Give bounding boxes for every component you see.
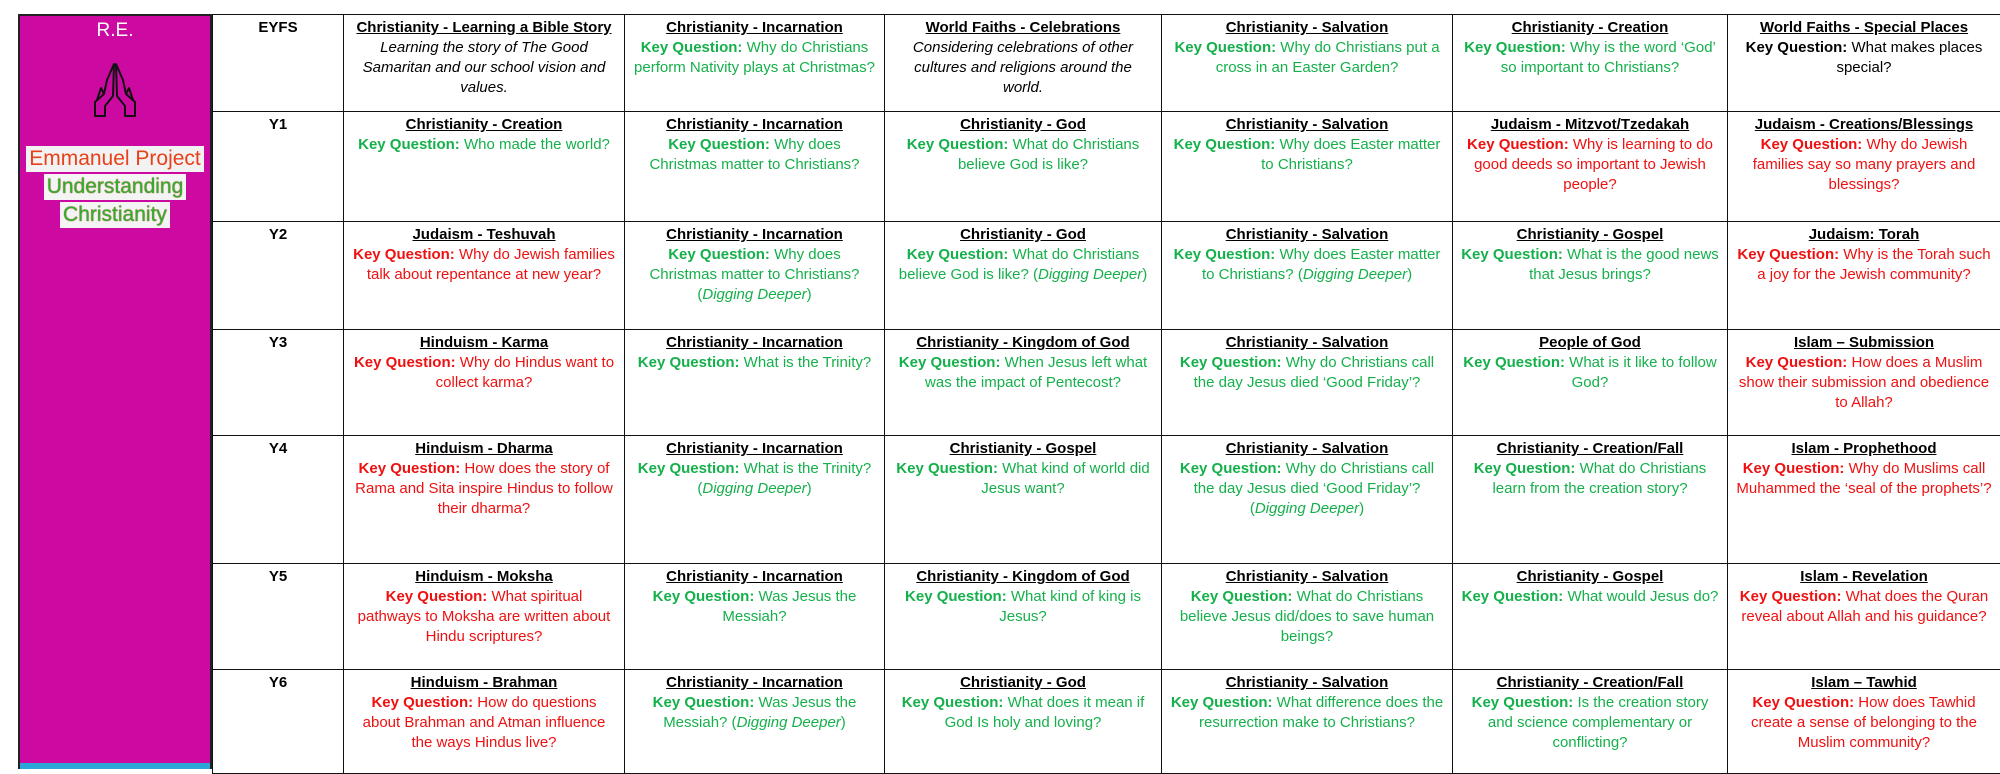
key-question: [1740, 588, 1988, 625]
key-question-label: Key Question:: [358, 136, 460, 153]
unit-cell: [1162, 436, 1453, 564]
unit-topic: Islam - Prophethood: [1736, 439, 1992, 459]
key-question-label: Key Question:: [386, 588, 488, 605]
key-question: [899, 354, 1147, 391]
key-question-label: Key Question:: [1467, 136, 1569, 153]
year-label: Y5: [213, 564, 344, 670]
year-label: Y2: [213, 222, 344, 330]
key-question: [1180, 588, 1434, 645]
key-question-label: Key Question:: [653, 588, 755, 605]
key-question-text: What would Jesus do?: [1567, 588, 1718, 605]
key-question: [1464, 39, 1716, 76]
key-question-text: Why do Christians put a cross in an Easter Garden?: [1216, 39, 1440, 76]
unit-topic: Christianity - Gospel: [893, 439, 1153, 459]
unit-topic: Christianity - Salvation: [1170, 18, 1444, 38]
key-question-text: How does Tawhid create a sense of belonging to the Muslim community?: [1751, 694, 1977, 751]
key-question-text: What kind of world did Jesus want?: [981, 460, 1149, 497]
key-question-label: Key Question:: [641, 39, 743, 56]
table-row: [213, 222, 2000, 330]
key-question-text: Who made the world?: [464, 136, 610, 153]
unit-topic: Judaism - Mitzvot/Tzedakah: [1461, 115, 1719, 135]
key-question: [1461, 246, 1719, 283]
digging-deeper-note: Digging Deeper: [737, 714, 841, 731]
unit-cell: [344, 564, 625, 670]
key-question-label: Key Question:: [1464, 39, 1566, 56]
key-question-text: Why is the Torah such a joy for the Jewish community?: [1757, 246, 1990, 283]
unit-cell: [625, 112, 885, 222]
unit-cell: [625, 15, 885, 112]
key-question: [358, 136, 610, 153]
unit-topic: Christianity - Salvation: [1170, 225, 1444, 245]
key-question-text: When Jesus left what was the impact of Pentecost?: [925, 354, 1147, 391]
unit-topic: Judaism: Torah: [1736, 225, 1992, 245]
key-question: [1746, 39, 1983, 76]
unit-cell: [885, 112, 1162, 222]
key-question-text: What is it like to follow God?: [1569, 354, 1717, 391]
key-question-text: What does it mean if God Is holy and loving?: [945, 694, 1145, 731]
key-question-label: Key Question:: [1761, 136, 1863, 153]
key-question: [1753, 136, 1976, 193]
unit-topic: Islam - Revelation: [1736, 567, 1992, 587]
key-question-label: Key Question:: [905, 588, 1007, 605]
unit-topic: Christianity - Gospel: [1461, 567, 1719, 587]
digging-deeper-note: Digging Deeper: [1303, 266, 1407, 283]
unit-cell: [1453, 222, 1728, 330]
year-label: EYFS: [213, 15, 344, 112]
key-question-label: Key Question:: [1474, 460, 1576, 477]
unit-topic: Judaism - Teshuvah: [352, 225, 616, 245]
unit-cell: [1728, 436, 2000, 564]
key-question-label: Key Question:: [1472, 694, 1574, 711]
key-question: [896, 460, 1149, 497]
unit-cell: [1453, 330, 1728, 436]
digging-deeper-note: Digging Deeper: [702, 286, 806, 303]
unit-cell: [344, 670, 625, 774]
key-question-text: Was Jesus the Messiah?: [722, 588, 856, 625]
key-question: Key Question: Why do Christians call the day Jesus died ‘Good Friday’? (Digging Deeper): [1180, 460, 1434, 517]
key-question-text: Why do Christians perform Nativity plays at Christmas?: [634, 39, 875, 76]
unit-cell: [625, 564, 885, 670]
key-question-text: Why is the word ‘God’ so important to Christians?: [1501, 39, 1716, 76]
unit-cell: [1162, 564, 1453, 670]
key-question: [1174, 136, 1441, 173]
key-question: [1751, 694, 1977, 751]
unit-cell: [885, 330, 1162, 436]
unit-topic: Islam – Submission: [1736, 333, 1992, 353]
key-question-label: Key Question:: [1743, 460, 1845, 477]
key-question-text: What do Christians believe God is like?: [899, 246, 1140, 283]
unit-topic: Christianity - Salvation: [1170, 567, 1444, 587]
unit-cell: [1453, 112, 1728, 222]
key-question-text: Why does Easter matter to Christians?: [1202, 246, 1440, 283]
unit-cell: [1728, 670, 2000, 774]
key-question-label: Key Question:: [653, 694, 755, 711]
key-question: [1736, 460, 1991, 497]
key-question-text: Why do Christians call the day Jesus died ‘Good Friday’?: [1194, 460, 1435, 497]
key-question-label: Key Question:: [1746, 354, 1848, 371]
unit-topic: Christianity - Incarnation: [633, 333, 876, 353]
praying-hands-icon: [87, 60, 143, 123]
unit-topic: Christianity - Salvation: [1170, 439, 1444, 459]
key-question-label: Key Question:: [638, 354, 740, 371]
unit-topic: Hinduism - Karma: [352, 333, 616, 353]
key-question-label: Key Question:: [354, 354, 456, 371]
key-question-text: Why does Christmas matter to Christians?: [649, 136, 859, 173]
sidebar-bottom-strip: [20, 763, 210, 769]
key-question-text: Why do Jewish families talk about repentance at new year?: [367, 246, 615, 283]
year-label: Y3: [213, 330, 344, 436]
unit-cell: [885, 564, 1162, 670]
key-question-text: Why do Hindus want to collect karma?: [436, 354, 614, 391]
key-question: [1467, 136, 1713, 193]
key-question-label: Key Question:: [371, 694, 473, 711]
unit-cell: [625, 330, 885, 436]
table-row: [213, 670, 2000, 774]
key-question: [363, 694, 606, 751]
unit-cell: [1162, 670, 1453, 774]
unit-cell: [885, 15, 1162, 112]
unit-cell: [885, 436, 1162, 564]
project-line-1: Emmanuel Project: [26, 146, 204, 172]
key-question-label: Key Question:: [1180, 354, 1282, 371]
key-question: Key Question: Was Jesus the Messiah? (Digging Deeper): [653, 694, 857, 731]
key-question-text: What makes places special?: [1836, 39, 1982, 76]
unit-cell: [1728, 112, 2000, 222]
key-question-text: What is the good news that Jesus brings?: [1529, 246, 1719, 283]
unit-cell: [625, 436, 885, 564]
key-question-text: What does the Quran reveal about Allah and his guidance?: [1741, 588, 1988, 625]
unit-cell: [344, 330, 625, 436]
key-question-text: How does the story of Rama and Sita inspire Hindus to follow their dharma?: [355, 460, 613, 517]
key-question-text: What do Christians believe Jesus did/does to save human beings?: [1180, 588, 1434, 645]
unit-description: Learning the story of The Good Samaritan and our school vision and values.: [352, 38, 616, 98]
project-line-2: Understanding: [44, 174, 187, 200]
key-question: [1472, 694, 1709, 751]
digging-deeper-note: Digging Deeper: [1038, 266, 1142, 283]
key-question-label: Key Question:: [668, 246, 770, 263]
table-row: [213, 15, 2000, 112]
unit-topic: Christianity - Incarnation: [633, 673, 876, 693]
key-question-label: Key Question:: [1171, 694, 1273, 711]
key-question: Key Question: What do Christians believe God is like? (Digging Deeper): [899, 246, 1147, 283]
key-question-text: How do questions about Brahman and Atman influence the ways Hindus live?: [363, 694, 606, 751]
key-question: [1463, 354, 1716, 391]
digging-deeper-note: Digging Deeper: [1255, 500, 1359, 517]
unit-topic: World Faiths - Celebrations: [893, 18, 1153, 38]
key-question-label: Key Question:: [1180, 460, 1282, 477]
key-question: [1739, 354, 1989, 411]
key-question: Key Question: Why does Easter matter to Christians? (Digging Deeper): [1174, 246, 1441, 283]
unit-topic: Christianity - Creation/Fall: [1461, 439, 1719, 459]
unit-topic: People of God: [1461, 333, 1719, 353]
key-question: [1462, 588, 1719, 605]
key-question: [358, 588, 611, 645]
unit-topic: World Faiths - Special Places: [1736, 18, 1992, 38]
key-question: [1474, 460, 1707, 497]
key-question-text: What kind of king is Jesus?: [999, 588, 1141, 625]
table-row: [213, 436, 2000, 564]
digging-deeper-note: Digging Deeper: [702, 480, 806, 497]
unit-topic: Islam – Tawhid: [1736, 673, 1992, 693]
key-question-text: What do Christians believe God is like?: [958, 136, 1139, 173]
key-question: [649, 136, 859, 173]
key-question: [1180, 354, 1434, 391]
year-label: Y1: [213, 112, 344, 222]
key-question: [353, 246, 615, 283]
key-question-text: Why do Christians call the day Jesus died ‘Good Friday’?: [1194, 354, 1435, 391]
unit-topic: Christianity - Salvation: [1170, 115, 1444, 135]
key-question: [355, 460, 613, 517]
key-question-text: What spiritual pathways to Moksha are written about Hindu scriptures?: [358, 588, 611, 645]
key-question-text: Why does Easter matter to Christians?: [1261, 136, 1440, 173]
key-question-text: Why do Jewish families say so many prayers and blessings?: [1753, 136, 1976, 193]
project-title: [26, 145, 204, 229]
unit-cell: [885, 222, 1162, 330]
unit-cell: [1728, 15, 2000, 112]
key-question: [1171, 694, 1443, 731]
unit-topic: Judaism - Creations/Blessings: [1736, 115, 1992, 135]
unit-topic: Christianity - Creation/Fall: [1461, 673, 1719, 693]
unit-topic: Christianity - Salvation: [1170, 333, 1444, 353]
key-question-label: Key Question:: [896, 460, 998, 477]
unit-topic: Christianity - Kingdom of God: [893, 333, 1153, 353]
unit-cell: [1453, 670, 1728, 774]
unit-cell: [1453, 564, 1728, 670]
unit-cell: [344, 222, 625, 330]
key-question-label: Key Question:: [1461, 246, 1563, 263]
unit-topic: Christianity - Creation: [352, 115, 616, 135]
key-question: [905, 588, 1141, 625]
year-label: Y6: [213, 670, 344, 774]
unit-topic: Hinduism - Dharma: [352, 439, 616, 459]
project-line-3: Christianity: [60, 202, 170, 228]
unit-cell: [1728, 222, 2000, 330]
key-question-text: What do Christians learn from the creation story?: [1492, 460, 1706, 497]
unit-cell: [625, 222, 885, 330]
key-question: [634, 39, 875, 76]
unit-cell: [1162, 222, 1453, 330]
unit-cell: [885, 670, 1162, 774]
key-question-label: Key Question:: [1174, 246, 1276, 263]
unit-cell: [1728, 330, 2000, 436]
unit-cell: [1162, 15, 1453, 112]
key-question-text: Why do Muslims call Muhammed the ‘seal of the prophets’?: [1736, 460, 1991, 497]
key-question-text: What is the Trinity?: [744, 354, 872, 371]
unit-topic: Christianity - Gospel: [1461, 225, 1719, 245]
key-question-text: Why does Christmas matter to Christians?: [649, 246, 859, 283]
key-question-label: Key Question:: [359, 460, 461, 477]
key-question-text: How does a Muslim show their submission and obedience to Allah?: [1739, 354, 1989, 411]
unit-topic: Christianity - Incarnation: [633, 18, 876, 38]
key-question-label: Key Question:: [638, 460, 740, 477]
unit-topic: Christianity - Incarnation: [633, 567, 876, 587]
key-question: [1737, 246, 1990, 283]
unit-topic: Christianity - Incarnation: [633, 439, 876, 459]
key-question: Key Question: What is the Trinity? (Digging Deeper): [638, 460, 871, 497]
unit-topic: Christianity - God: [893, 225, 1153, 245]
unit-cell: [1728, 564, 2000, 670]
unit-topic: Christianity - Creation: [1461, 18, 1719, 38]
unit-topic: Christianity - Incarnation: [633, 115, 876, 135]
key-question-label: Key Question:: [1737, 246, 1839, 263]
key-question-text: What difference does the resurrection make to Christians?: [1199, 694, 1443, 731]
sidebar-panel: [18, 14, 212, 769]
unit-description: Considering celebrations of other cultures and religions around the world.: [893, 38, 1153, 98]
key-question-label: Key Question:: [1746, 39, 1848, 56]
key-question-label: Key Question:: [1174, 136, 1276, 153]
key-question-text: Why is learning to do good deeds so important to Jewish people?: [1474, 136, 1713, 193]
curriculum-table: [212, 14, 2000, 774]
unit-topic: Christianity - Kingdom of God: [893, 567, 1153, 587]
sidebar-title: R.E.: [97, 20, 134, 42]
unit-topic: Hinduism - Moksha: [352, 567, 616, 587]
key-question-label: Key Question:: [1752, 694, 1854, 711]
key-question: [1174, 39, 1439, 76]
key-question-label: Key Question:: [1463, 354, 1565, 371]
key-question: Key Question: Why does Christmas matter to Christians? (Digging Deeper): [649, 246, 859, 303]
key-question-text: What is the Trinity?: [744, 460, 872, 477]
unit-cell: [344, 436, 625, 564]
unit-cell: [344, 112, 625, 222]
unit-topic: Hinduism - Brahman: [352, 673, 616, 693]
key-question-label: Key Question:: [907, 136, 1009, 153]
unit-topic: Christianity - Learning a Bible Story: [352, 18, 616, 38]
table-row: [213, 564, 2000, 670]
table-row: [213, 112, 2000, 222]
unit-topic: Christianity - God: [893, 673, 1153, 693]
key-question-label: Key Question:: [1191, 588, 1293, 605]
key-question-label: Key Question:: [353, 246, 455, 263]
key-question-text: Was Jesus the Messiah?: [663, 694, 856, 731]
key-question-text: Is the creation story and science complementary or conflicting?: [1488, 694, 1709, 751]
year-label: Y4: [213, 436, 344, 564]
key-question-label: Key Question:: [1740, 588, 1842, 605]
unit-topic: Christianity - Salvation: [1170, 673, 1444, 693]
unit-cell: [1453, 15, 1728, 112]
key-question: [653, 588, 857, 625]
key-question: [638, 354, 871, 371]
unit-cell: [1162, 112, 1453, 222]
unit-topic: Christianity - God: [893, 115, 1153, 135]
unit-cell: [344, 15, 625, 112]
unit-cell: [1453, 436, 1728, 564]
unit-cell: [1162, 330, 1453, 436]
key-question-label: Key Question:: [902, 694, 1004, 711]
key-question: [907, 136, 1140, 173]
key-question-label: Key Question:: [1174, 39, 1276, 56]
unit-cell: [625, 670, 885, 774]
key-question-label: Key Question:: [899, 354, 1001, 371]
key-question: [354, 354, 614, 391]
key-question: [902, 694, 1145, 731]
key-question-label: Key Question:: [1462, 588, 1564, 605]
table-row: [213, 330, 2000, 436]
unit-topic: Christianity - Incarnation: [633, 225, 876, 245]
key-question-label: Key Question:: [668, 136, 770, 153]
key-question-label: Key Question:: [907, 246, 1009, 263]
